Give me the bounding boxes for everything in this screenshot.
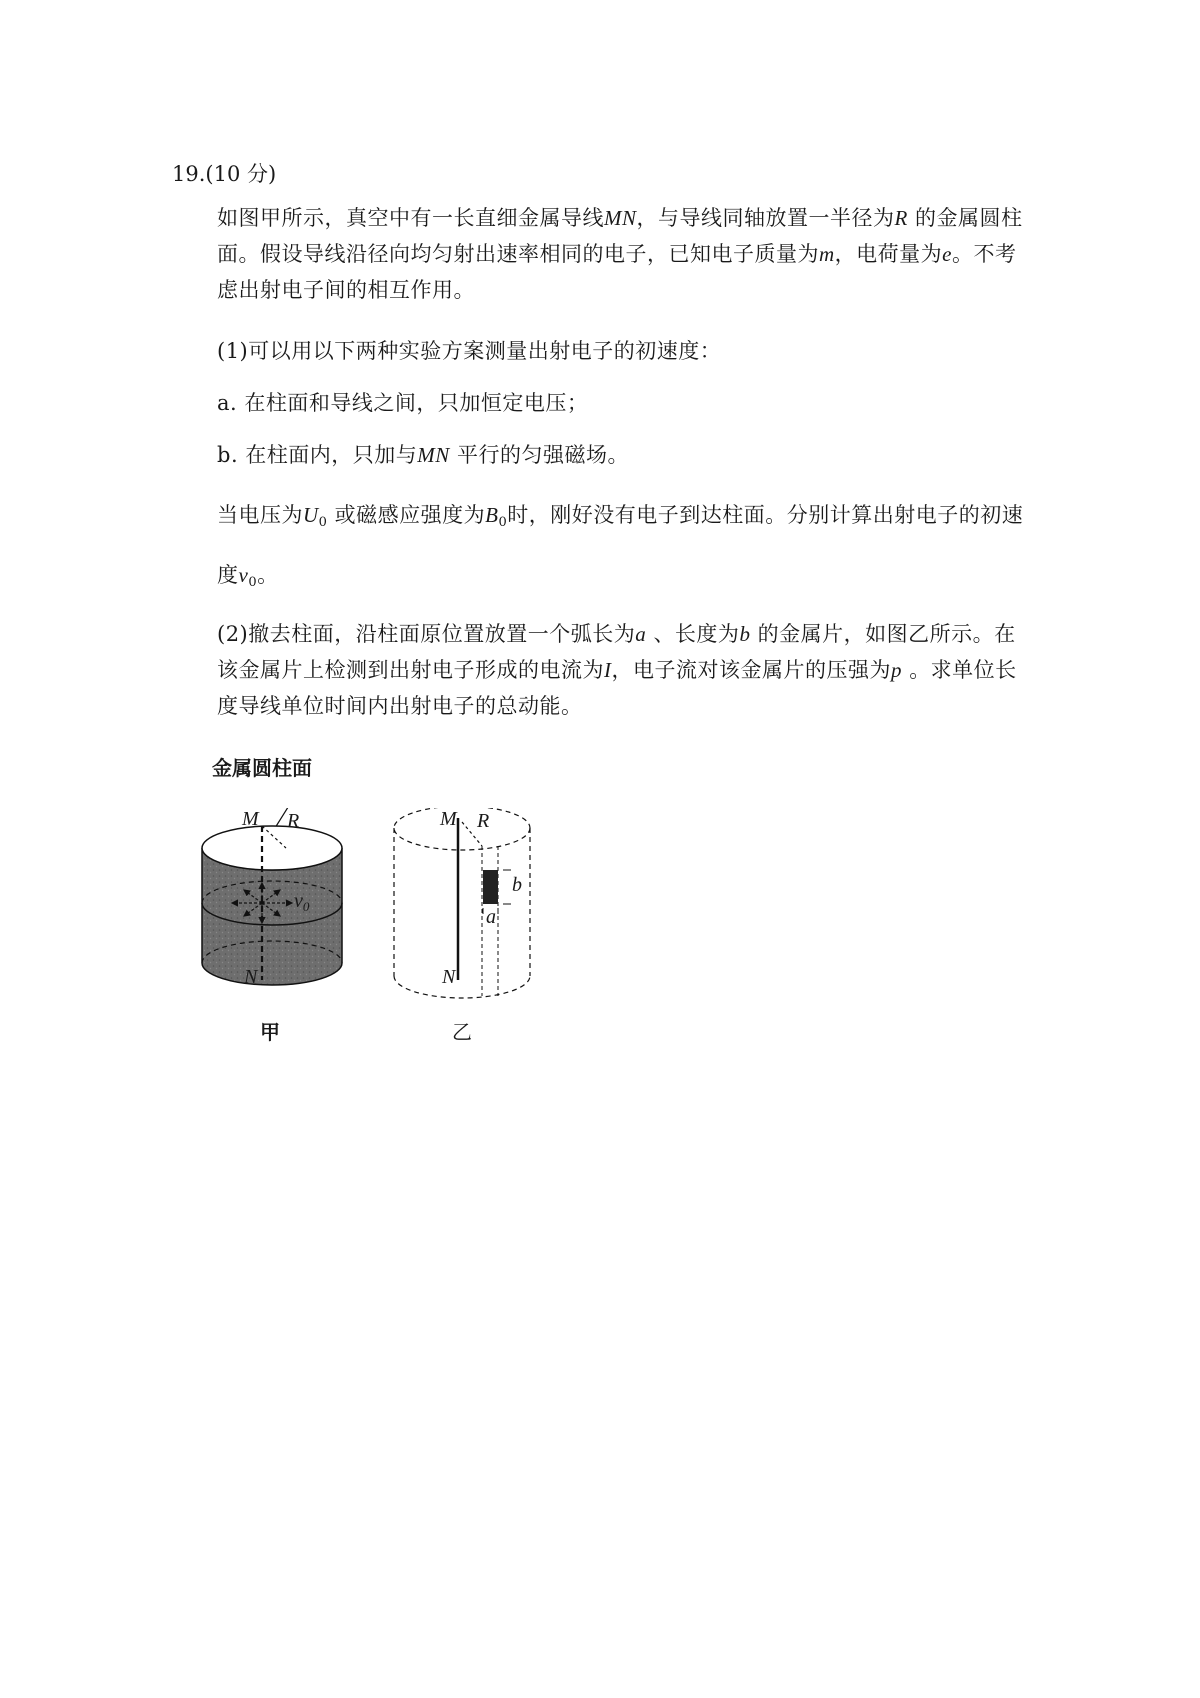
part1-condition-cont: 度$v_0$。 (217, 563, 279, 590)
label-R-jia: R (287, 810, 300, 832)
var-m: m (819, 242, 835, 266)
label-M-yi: M (440, 808, 457, 830)
option-b: b. 在柱面内，只加与MN 平行的匀强磁场。 (217, 443, 629, 467)
var-R: R (894, 206, 908, 230)
caption-jia: 甲 (260, 1020, 280, 1044)
option-a: a. 在柱面和导线之间，只加恒定电压； (217, 391, 589, 415)
var-MN: MN (604, 206, 637, 230)
cylinder-top (202, 826, 342, 870)
label-N-yi: N (442, 966, 456, 988)
label-v0: $v_0$ (294, 890, 310, 914)
label-N-jia: N (244, 966, 258, 988)
intro-paragraph: 如图甲所示，真空中有一长直细金属导线MN，与导线同轴放置一半径为R 的金属圆柱面。假设导线沿径向均匀射出速率相同的电子，已知电子质量为m，电荷量为e。不考虑出射电子间的相互作用。 (217, 206, 1023, 302)
figure-cylinders (200, 756, 620, 1138)
question-points: (10 分) (205, 162, 277, 186)
part1-condition: 当电压为$U_0$ 或磁感应强度为$B_0$时，刚好没有电子到达柱面。分别计算出射电子的初速 (217, 503, 1024, 530)
label-a: a (486, 906, 496, 928)
figure-jia (202, 808, 342, 985)
label-R-yi: R (477, 810, 490, 832)
var-e: e (942, 242, 952, 266)
part2-paragraph: (2)撤去柱面，沿柱面原位置放置一个弧长为a 、长度为b 的金属片，如图乙所示。在该金属片上检测到出射电子形成的电流为I，电子流对该金属片的压强为p 。求单位长度导线单位时间内出射电子的总动能。 (217, 622, 1017, 718)
figure-yi (394, 808, 530, 998)
question-number: 19. (172, 162, 206, 186)
part1-heading: (1)可以用以下两种实验方案测量出射电子的初速度： (217, 339, 722, 363)
jia-title: 金属圆柱面 (212, 756, 312, 780)
metal-plate (483, 870, 498, 904)
question-header (172, 158, 276, 188)
caption-yi: 乙 (452, 1020, 472, 1044)
figure-drawing (200, 808, 620, 1138)
label-b: b (512, 874, 522, 896)
label-M-jia: M (242, 808, 259, 830)
